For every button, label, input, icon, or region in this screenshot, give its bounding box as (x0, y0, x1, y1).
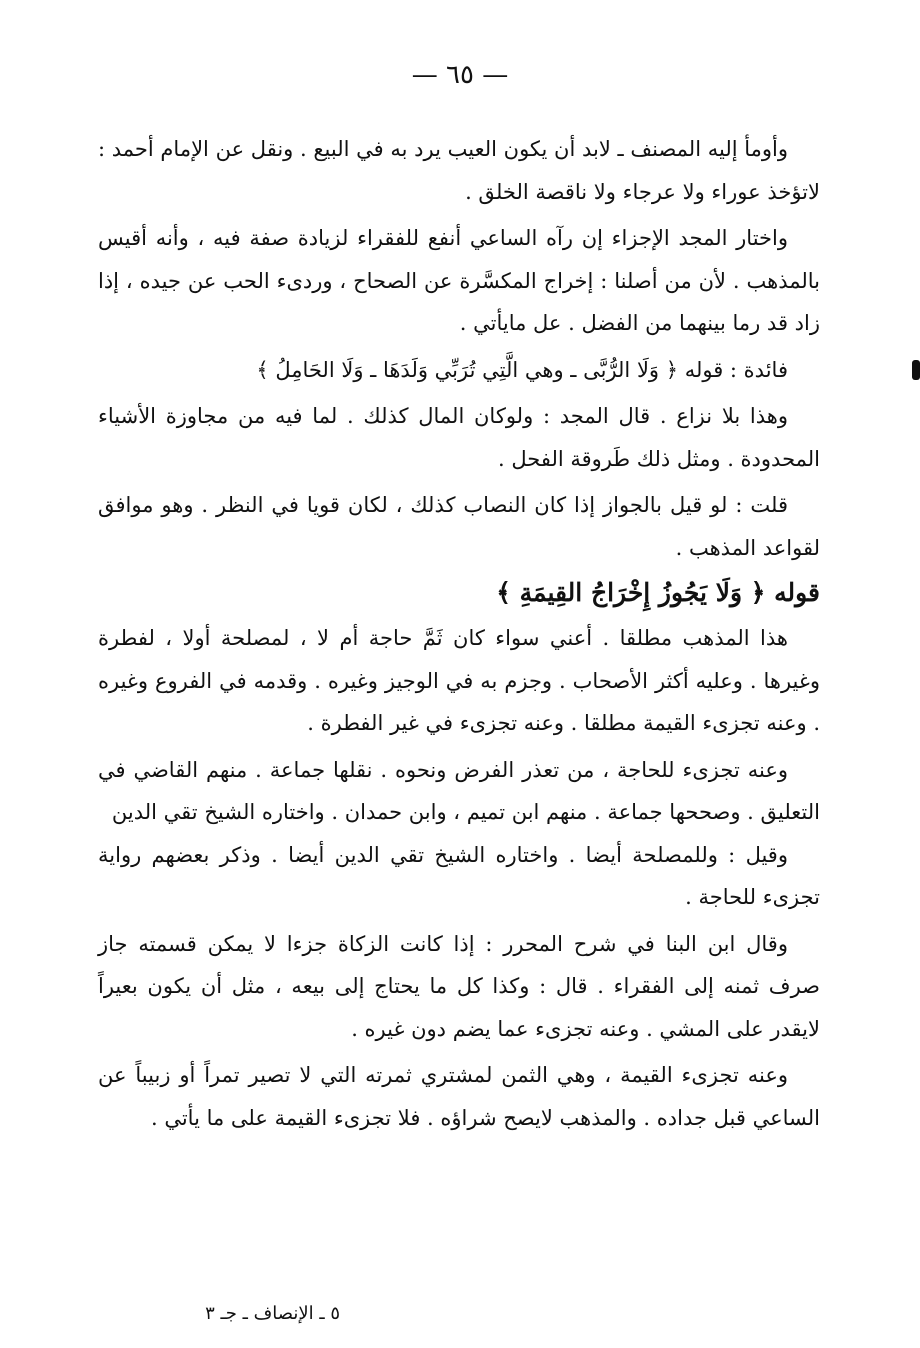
paragraph: وعنه تجزىء للحاجة ، من تعذر الفرض ونحوه . نقلها جماعة . منهم القاضي في التعليق . وصححها جماعة . منهم ابن تميم ، وابن حمدان . واختاره الشيخ تقي الدين (98, 757, 820, 824)
footer-signature: ٥ ـ الإنصاف ـ جـ ٣ (205, 1303, 340, 1324)
section-heading: قوله ﴿ وَلَا يَجُوزُ إِخْرَاجُ القِيمَةِ ﴾ (496, 578, 820, 607)
paragraph: هذا المذهب مطلقا . أعني سواء كان ثَمَّ حاجة أم لا ، لمصلحة أولا ، لفطرة وغيرها . وعليه أكثر الأصحاب . وجزم به في الوجيز وغيره . وقدمه في الفروع وغيره . وعنه تجزىء القيمة مطلقا . وعنه تجزىء في غير الفطرة . (98, 626, 820, 735)
paragraph: وعنه تجزىء القيمة ، وهي الثمن لمشتري ثمرته التي لا تصير تمراً أو زبيباً عن الساعي قبل جداده . والمذهب لايصح شراؤه . فلا تجزىء القيمة على ما يأتي . (98, 1063, 820, 1130)
page-body (98, 128, 820, 1139)
paragraph: وقال ابن البنا في شرح المحرر : إذا كانت الزكاة جزءا لا يمكن قسمته جاز صرف ثمنه إلى الفقراء . قال : وكذا كل ما يحتاج إلى بيعه ، مثل أن يكون بعيراً لايقدر على المشي . وعنه تجزىء عما يضم دون غيره . (98, 931, 820, 1041)
note-paragraph: فائدة : قوله ﴿ وَلَا الرُّبَّى ـ وهي الَّتِي تُرَبِّي وَلَدَهَا ـ وَلَا الحَامِلُ ﴾ (256, 357, 788, 382)
margin-mark (912, 360, 920, 380)
paragraph: وأومأ إليه المصنف ـ لابد أن يكون العيب يرد به في البيع . ونقل عن الإمام أحمد : لاتؤخذ عوراء ولا عرجاء ولا ناقصة الخلق . (98, 137, 820, 204)
page-number: — ٦٥ — (411, 60, 509, 90)
paragraph: قلت : لو قيل بالجواز إذا كان النصاب كذلك ، لكان قويا في النظر . وهو موافق لقواعد المذهب . (98, 493, 820, 560)
paragraph: وهذا بلا نزاع . قال المجد : ولوكان المال كذلك . لما فيه من مجاوزة الأشياء المحدودة . ومثل ذلك طَروقة الفحل . (98, 404, 820, 471)
paragraph: وقيل : وللمصلحة أيضا . واختاره الشيخ تقي الدين أيضا . وذكر بعضهم رواية تجزىء للحاجة . (98, 842, 820, 909)
paragraph: واختار المجد الإجزاء إن رآه الساعي أنفع للفقراء لزيادة صفة فيه ، وأنه أقيس بالمذهب . لأن من أصلنا : إخراج المكسَّرة عن الصحاح ، وردىء الحب عن جيده ، إذا زاد قد رما بينهما من الفضل . عل مايأتي . (98, 226, 820, 335)
